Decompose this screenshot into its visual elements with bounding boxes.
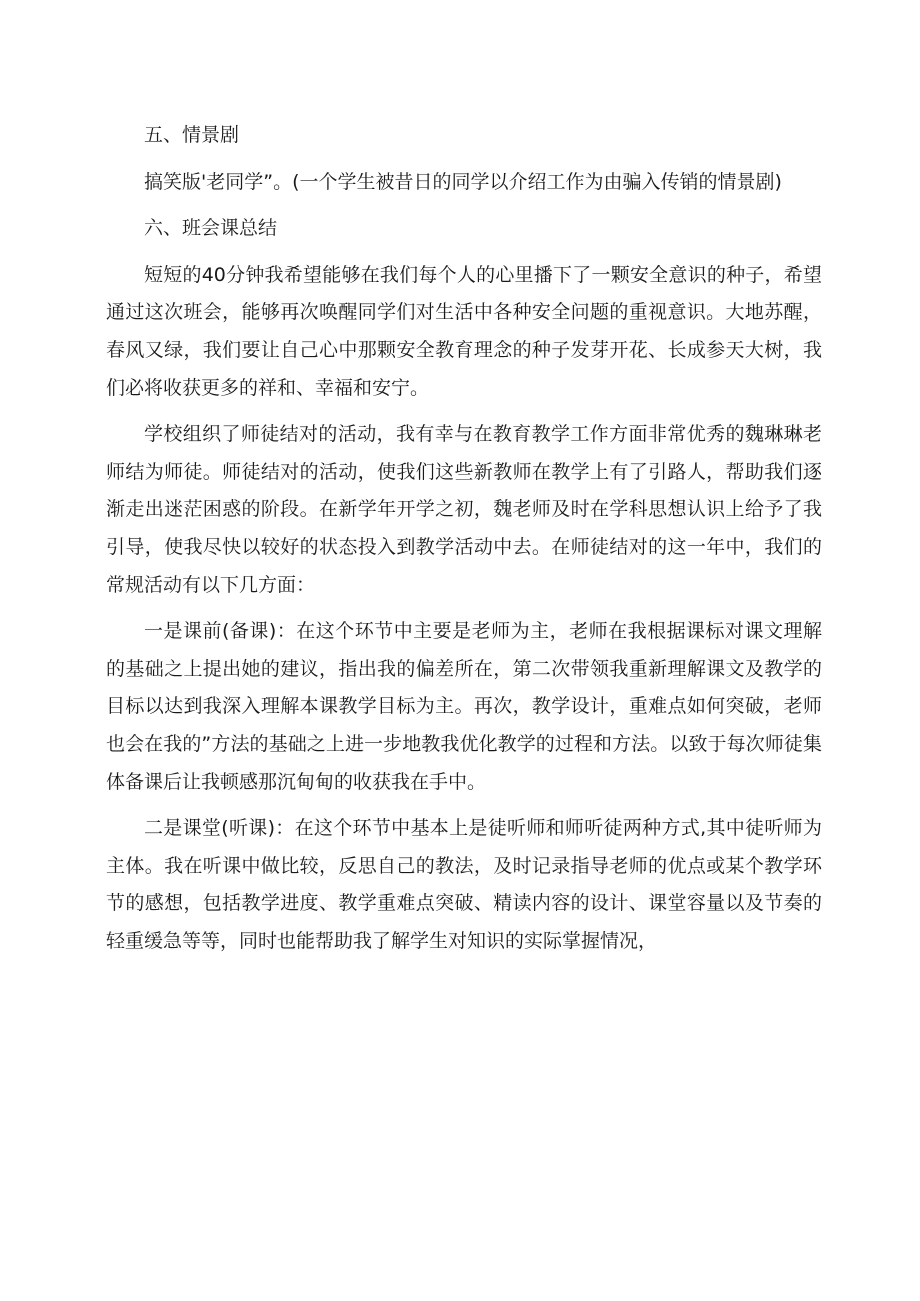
summary-paragraph: 短短的40分钟我希望能够在我们每个人的心里播下了一颗安全意识的种子，希望通过这次班会，能够再次唤醒同学们对生活中各种安全问题的重视意识。大地苏醒，春风又绿，我们要让自己心中那颗安全教育理念的种子发芽开花、长成参天大树，我们必将收获更多的祥和、幸福和安宁。 xyxy=(106,263,822,399)
section-heading-summary: 六、班会课总结 xyxy=(144,217,278,240)
pre-class-paragraph: 一是课前(备课)：在这个环节中主要是老师为主，老师在我根据课标对课文理解的基础之上提出她的建议，指出我的偏差所在，第二次带领我重新理解课文及教学的目标以达到我深入理解本课教学目标为主。再次，教学设计，重难点如何突破，老师也会在我的”方法的基础之上进一步地教我优化教学的过程和方法。以致于每次师徒集体备课后让我顿感那沉甸甸的收获我在手中。 xyxy=(106,620,822,793)
mentorship-intro-paragraph: 学校组织了师徒结对的活动，我有幸与在教育教学工作方面非常优秀的魏琳琳老师结为师徒。师徒结对的活动，使我们这些新教师在教学上有了引路人，帮助我们逐渐走出迷茫困惑的阶段。在新学年开学之初，魏老师及时在学科思想认识上给予了我引导，使我尽快以较好的状态投入到教学活动中去。在师徒结对的这一年中，我们的常规活动有以下几方面： xyxy=(106,423,822,596)
document-body xyxy=(106,117,822,969)
skit-description: 搞笑版'老同学”。(一个学生被昔日的同学以介绍工作为由骗入传销的情景剧) xyxy=(144,170,782,193)
in-class-paragraph: 二是课堂(听课)：在这个环节中基本上是徒听师和师听徒两种方式,其中徒听师为主体。我在听课中做比较，反思自己的教法，及时记录指导老师的优点或某个教学环节的感想，包括教学进度、教学重难点突破、精读内容的设计、课堂容量以及节奏的轻重缓急等等，同时也能帮助我了解学生对知识的实际掌握情况， xyxy=(106,817,822,952)
section-heading-skit: 五、情景剧 xyxy=(144,124,240,146)
